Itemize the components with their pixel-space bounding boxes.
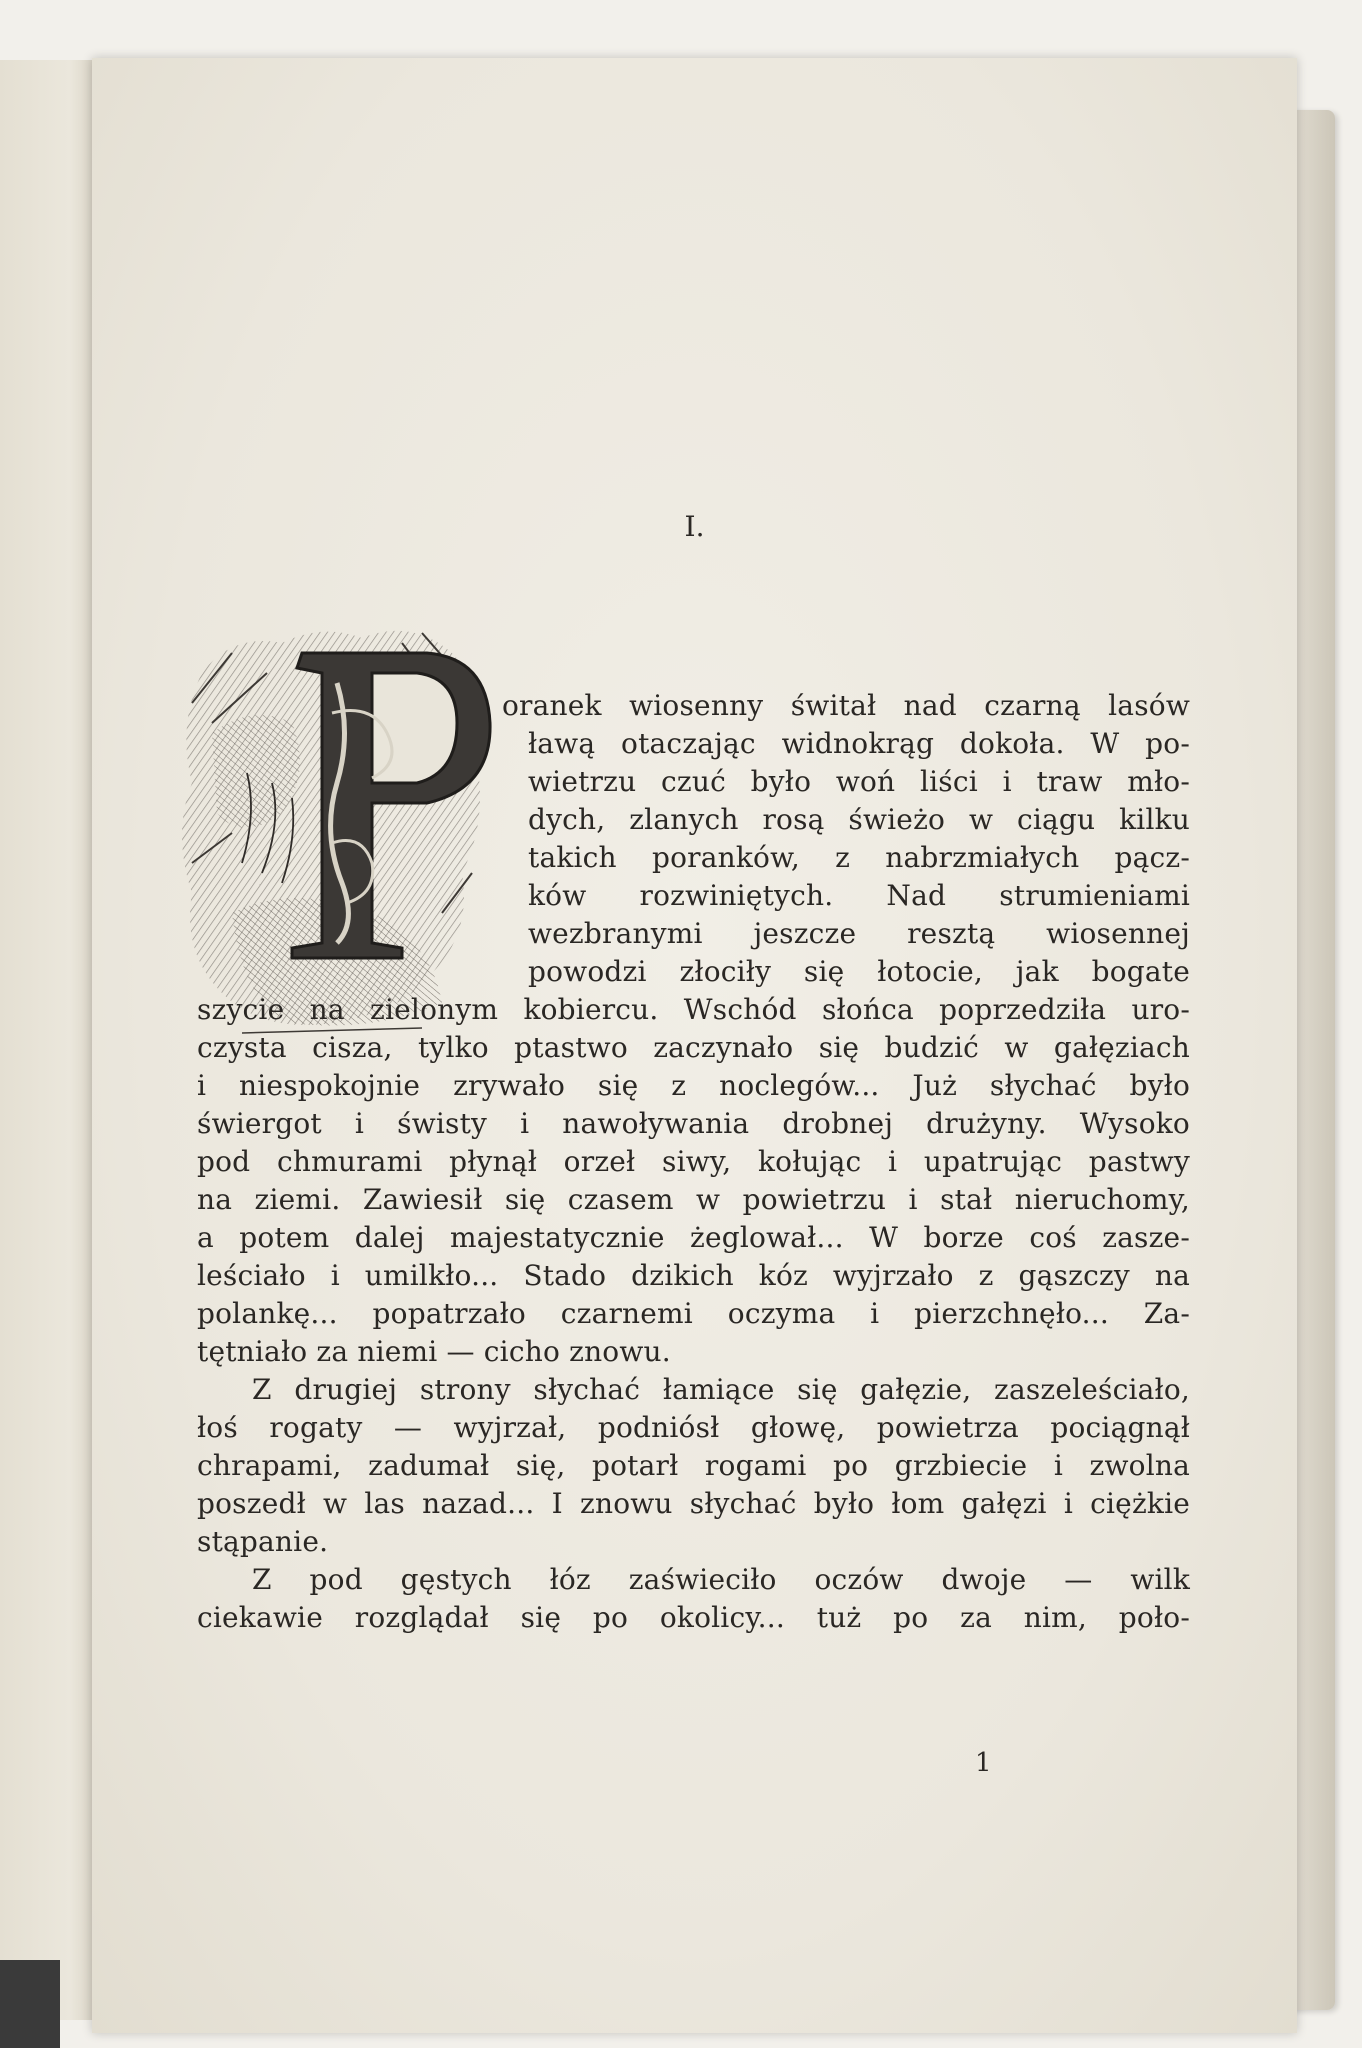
text-line: Z drugiej strony słychać łamiące się gałęzie, zaszeleściało, bbox=[252, 1373, 1190, 1406]
text-line: ciekawie rozglądał się po okolicy... tuż po za nim, poło- bbox=[197, 1601, 1190, 1634]
text-line: czysta cisza, tylko ptastwo zaczynało się budzić w gałęziach bbox=[197, 1031, 1190, 1064]
text-line: a potem dalej majestatycznie żeglował... W borze coś zasze- bbox=[197, 1221, 1190, 1254]
body-text bbox=[92, 58, 1297, 2033]
text-line: leściało i umilkło... Stado dzikich kóz wyjrzało z gąszczy na bbox=[197, 1259, 1190, 1292]
text-line: Z pod gęstych łóz zaświeciło oczów dwoje — wilk bbox=[252, 1563, 1190, 1596]
text-line: łoś rogaty — wyjrzał, podniósł głowę, powietrza pociągnął bbox=[197, 1411, 1190, 1444]
text-line: takich poranków, z nabrzmiałych pącz- bbox=[528, 841, 1190, 874]
text-line: chrapami, zadumał się, potarł rogami po grzbiecie i zwolna bbox=[197, 1449, 1190, 1482]
page-number: 1 bbox=[975, 1748, 992, 1778]
text-line: oranek wiosenny świtał nad czarną lasów bbox=[502, 689, 1190, 722]
text-line: ławą otaczając widnokrąg dokoła. W po- bbox=[528, 727, 1190, 760]
text-line: stąpanie. bbox=[197, 1525, 329, 1558]
text-line: ków rozwiniętych. Nad strumieniami bbox=[528, 879, 1190, 912]
text-line: polankę... popatrzało czarnemi oczyma i pierzchnęło... Za- bbox=[197, 1297, 1190, 1330]
text-line: poszedł w las nazad... I znowu słychać było łom gałęzi i ciężkie bbox=[197, 1487, 1190, 1520]
text-line: pod chmurami płynął orzeł siwy, kołując i upatrując pastwy bbox=[197, 1145, 1190, 1178]
book-cover-corner bbox=[0, 1960, 60, 2048]
text-line: tętniało za niemi — cicho znowu. bbox=[197, 1335, 671, 1368]
chapter-heading: I. bbox=[684, 510, 705, 543]
book-page bbox=[92, 58, 1297, 2033]
text-line: dych, zlanych rosą świeżo w ciągu kilku bbox=[528, 803, 1190, 836]
text-line: wietrzu czuć było woń liści i traw mło- bbox=[528, 765, 1190, 798]
text-line: powodzi złociły się łotocie, jak bogate bbox=[528, 955, 1190, 988]
text-line: i niespokojnie zrywało się z noclegów... Już słychać było bbox=[197, 1069, 1190, 1102]
text-line: wezbranymi jeszcze resztą wiosennej bbox=[528, 917, 1190, 950]
text-line: szycie na zielonym kobiercu. Wschód słońca poprzedziła uro- bbox=[197, 993, 1190, 1026]
left-page-edge bbox=[0, 60, 102, 2020]
text-line: świergot i świsty i nawoływania drobnej drużyny. Wysoko bbox=[197, 1107, 1190, 1140]
text-line: na ziemi. Zawiesił się czasem w powietrzu i stał nieruchomy, bbox=[197, 1183, 1190, 1216]
